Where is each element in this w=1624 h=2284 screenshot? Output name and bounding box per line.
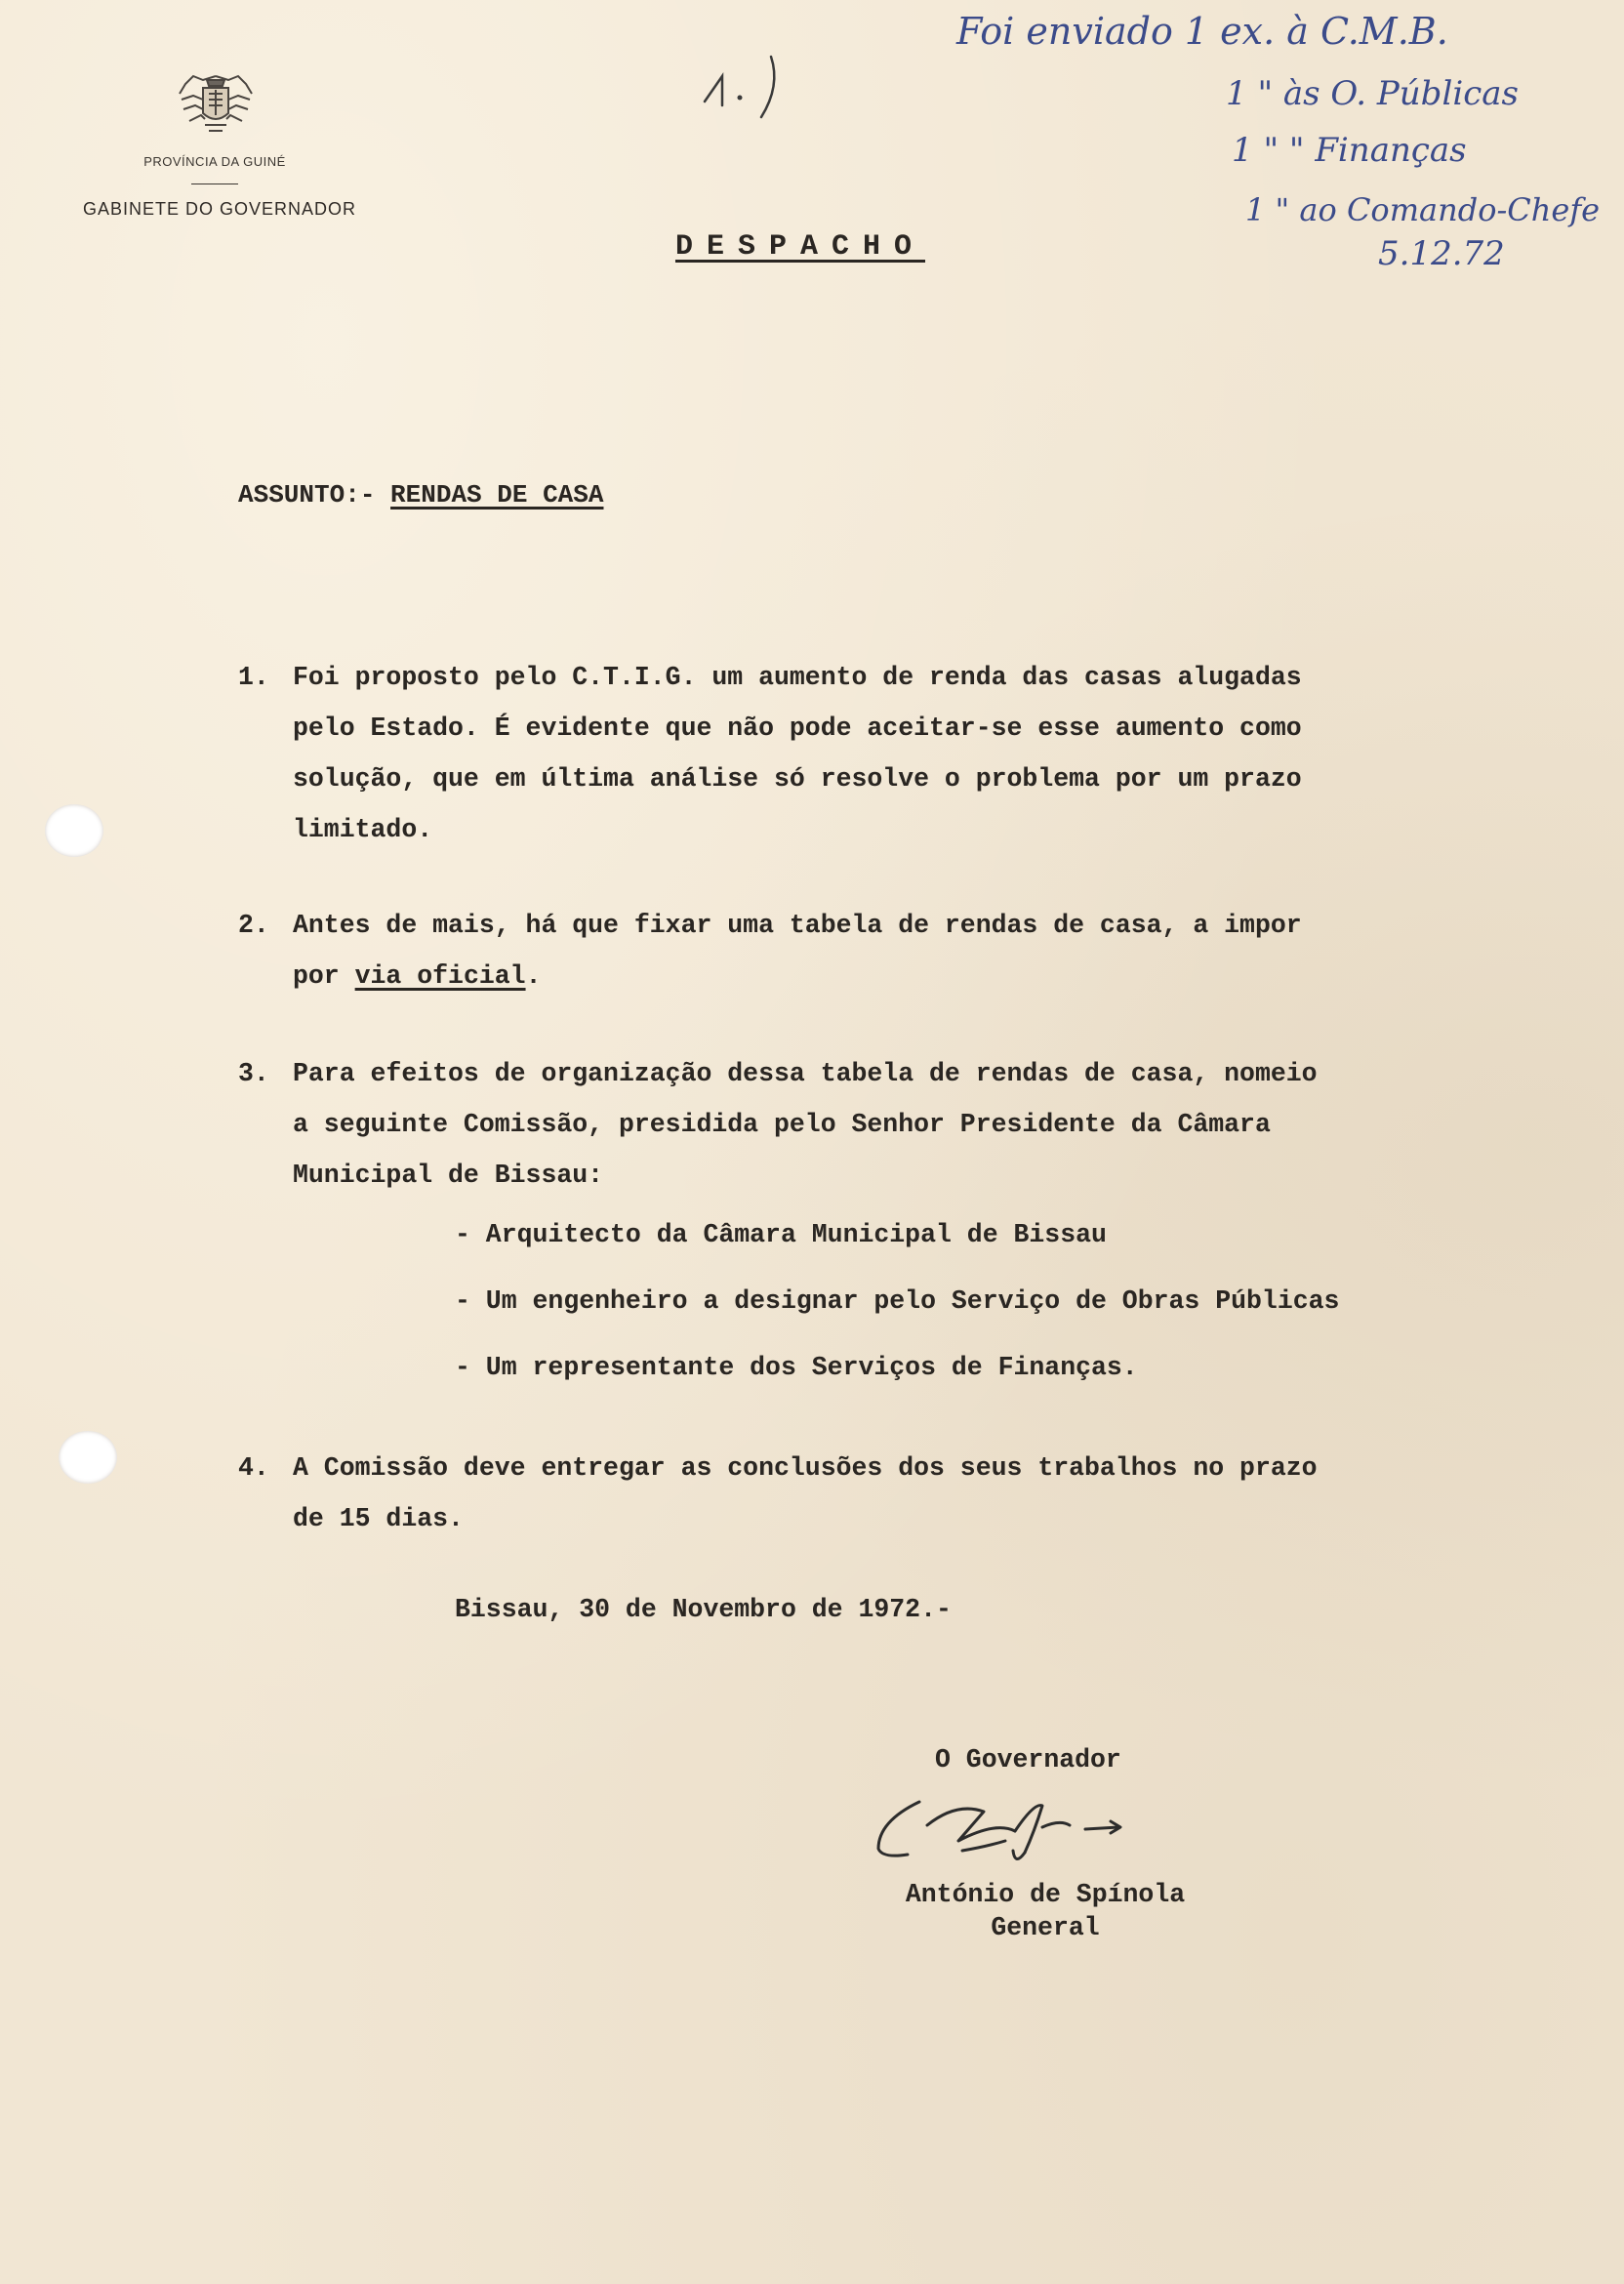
paragraph-number: 4. — [238, 1453, 269, 1483]
commission-member: - Um engenheiro a designar pelo Serviço de Obras Públicas — [455, 1286, 1340, 1316]
subject-text: RENDAS DE CASA — [390, 480, 604, 510]
punch-hole — [45, 804, 103, 857]
office-label: GABINETE DO GOVERNADOR — [82, 199, 357, 219]
signatory-block — [884, 1878, 1206, 1944]
paragraph-3 — [238, 1048, 1487, 1201]
province-label: PROVÍNCIA DA GUINÉ — [143, 154, 286, 169]
subject-label: ASSUNTO:- — [238, 480, 376, 510]
handwritten-note-date: 5.12.72 — [1378, 234, 1505, 273]
handwritten-note-1: Foi enviado 1 ex. à C.M.B. — [956, 10, 1448, 53]
paragraph-line: de 15 dias. — [293, 1504, 464, 1533]
paragraph-number: 2. — [238, 911, 269, 940]
paragraph-line: pelo Estado. É evidente que não pode aceitar-se esse aumento como — [293, 714, 1302, 743]
paragraph-line: limitado. — [293, 815, 433, 844]
paragraph-number: 3. — [238, 1059, 269, 1088]
subject-line — [238, 480, 603, 510]
paragraph-4 — [238, 1443, 1487, 1544]
paragraph-line — [293, 951, 1487, 1001]
paragraph-1 — [238, 652, 1487, 855]
handwritten-note-2: 1 " às O. Públicas — [1226, 74, 1519, 113]
paragraph-line: Foi proposto pelo C.T.I.G. um aumento de renda das casas alugadas — [293, 663, 1302, 692]
coat-of-arms-icon — [174, 70, 258, 139]
dateline: Bissau, 30 de Novembro de 1972.- — [455, 1595, 952, 1624]
signatory-rank: General — [991, 1913, 1100, 1942]
paragraph-line: Municipal de Bissau: — [293, 1161, 604, 1190]
paragraph-line: Antes de mais, há que fixar uma tabela de rendas de casa, a impor — [293, 911, 1302, 940]
handwritten-note-3: 1 " " Finanças — [1232, 131, 1467, 170]
paragraph-line: a seguinte Comissão, presidida pelo Senhor Presidente da Câmara — [293, 1110, 1271, 1139]
signatory-role: O Governador — [935, 1745, 1121, 1774]
underlined-phrase: via oficial — [354, 961, 526, 991]
handwritten-signature — [869, 1782, 1171, 1880]
commission-member: - Um representante dos Serviços de Finanças. — [455, 1353, 1138, 1382]
handwritten-note-4: 1 " ao Comando-Chefe — [1245, 191, 1601, 228]
paragraph-number: 1. — [238, 663, 269, 692]
line-prefix: por — [293, 961, 355, 991]
paragraph-line: Para efeitos de organização dessa tabela de rendas de casa, nomeio — [293, 1059, 1318, 1088]
page-mark-annotation — [693, 47, 810, 125]
line-suffix: . — [525, 961, 542, 991]
paragraph-2 — [238, 900, 1487, 1001]
signatory-name: António de Spínola — [905, 1880, 1186, 1909]
paragraph-line: A Comissão deve entregar as conclusões dos seus trabalhos no prazo — [293, 1453, 1318, 1483]
document-title: DESPACHO — [674, 230, 926, 264]
commission-member: - Arquitecto da Câmara Municipal de Bissau — [455, 1220, 1107, 1249]
paragraph-line: solução, que em última análise só resolve o problema por um prazo — [293, 764, 1302, 794]
punch-hole — [59, 1431, 117, 1484]
